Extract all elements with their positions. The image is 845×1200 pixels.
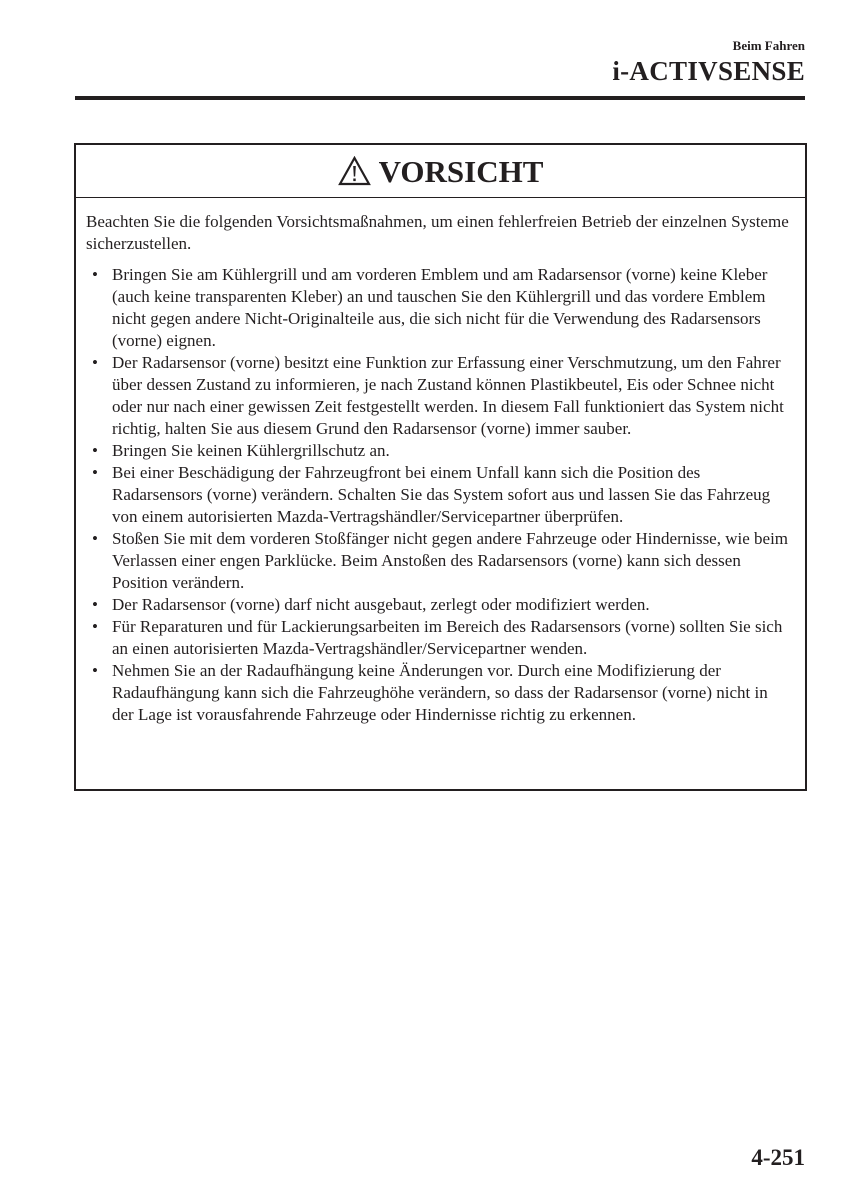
list-item-text: Bringen Sie am Kühlergrill und am vorderen Emblem und am Radarsensor (vorne) keine Kleber (auch keine transparenten Kleber) an und tauschen Sie den Kühlergrill und das vordere Emblem nicht gegen andere Nicht-Originalteile aus, die sich nicht für die Verwendung des Radarsensors (vorne) eignen.	[112, 265, 768, 350]
page-number: 4-251	[751, 1145, 805, 1170]
bullet: •	[92, 595, 98, 614]
list-item-text: Nehmen Sie an der Radaufhängung keine Änderungen vor. Durch eine Modifizierung der Radaufhängung kann sich die Fahrzeughöhe verändern, so dass der Radarsensor (vorne) nicht in der Lage ist vorausfahrende Fahrzeuge oder Hindernisse richtig zu erkennen.	[112, 661, 768, 724]
list-item-text: Für Reparaturen und für Lackierungsarbeiten im Bereich des Radarsensors (vorne) sollten Sie sich an einen autorisierten Mazda-Vertragshändler/Servicepartner wenden.	[112, 617, 783, 658]
caution-header	[76, 145, 805, 198]
list-item	[86, 440, 793, 462]
bullet: •	[92, 441, 98, 460]
bullet: •	[92, 529, 98, 548]
page-title: i-ACTIVSENSE	[612, 56, 805, 86]
list-item-text: Stoßen Sie mit dem vorderen Stoßfänger nicht gegen andere Fahrzeuge oder Hindernisse, wie beim Verlassen einer engen Parklücke. Beim Anstoßen des Radarsensors (vorne) kann sich dessen Position verändern.	[112, 529, 789, 592]
bullet: •	[92, 353, 98, 372]
list-item	[86, 660, 793, 726]
list-item	[86, 352, 793, 440]
list-item	[86, 264, 793, 352]
bullet: •	[92, 265, 98, 284]
list-item	[86, 594, 793, 616]
caution-list	[86, 264, 793, 726]
list-item-text: Bei einer Beschädigung der Fahrzeugfront bei einem Unfall kann sich die Position des Radarsensors (vorne) verändern. Schalten Sie das System sofort aus und lassen Sie das Fahrzeug von einem autorisierten Mazda-Vertragshändler/Servicepartner überprüfen.	[112, 463, 771, 526]
caution-box	[74, 143, 807, 791]
warning-triangle-icon	[338, 156, 371, 186]
bullet: •	[92, 463, 98, 482]
list-item	[86, 528, 793, 594]
list-item	[86, 462, 793, 528]
caution-title: VORSICHT	[378, 154, 544, 189]
list-item-text: Der Radarsensor (vorne) besitzt eine Funktion zur Erfassung einer Verschmutzung, um den Fahrer über dessen Zustand zu informieren, je nach Zustand können Plastikbeutel, Eis oder Schnee nicht oder nur nach einer gewissen Zeit festgestellt werden. In diesem Fall funktioniert das System nicht richtig, halten Sie aus diesem Grund den Radarsensor (vorne) immer sauber.	[112, 353, 784, 438]
list-item	[86, 616, 793, 660]
header-rule	[75, 96, 805, 100]
caution-intro: Beachten Sie die folgenden Vorsichtsmaßnahmen, um einen fehlerfreien Betrieb der einzelnen Systeme sicherzustellen.	[86, 212, 789, 253]
list-item-text: Der Radarsensor (vorne) darf nicht ausgebaut, zerlegt oder modifiziert werden.	[112, 595, 650, 614]
caution-body	[76, 198, 805, 726]
section-label: Beim Fahren	[732, 38, 805, 53]
list-item-text: Bringen Sie keinen Kühlergrillschutz an.	[112, 441, 390, 460]
bullet: •	[92, 617, 98, 636]
bullet: •	[92, 661, 98, 680]
